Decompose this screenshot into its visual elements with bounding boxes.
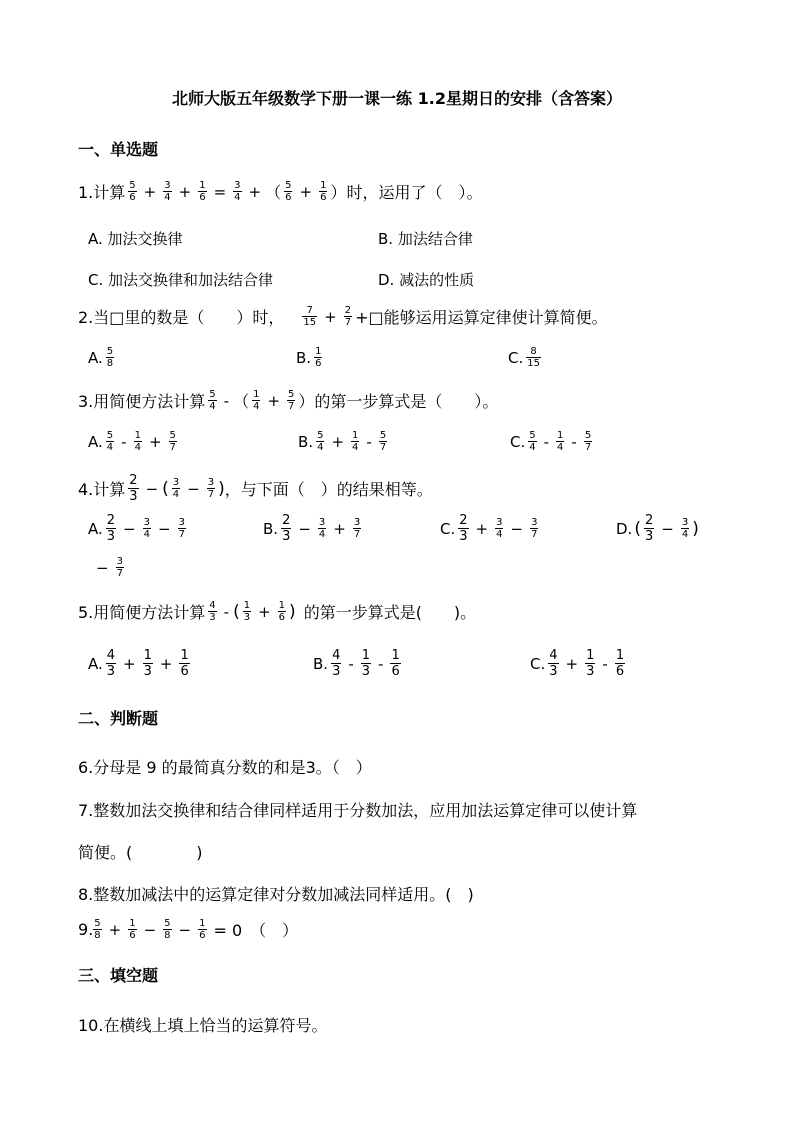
page-title: 北师大版五年级数学下册一课一练 1.2星期日的安排（含答案） [172, 89, 622, 108]
q5-option-a[interactable]: A. $\frac{4}{3}$ + $\frac{1}{3}$ + $\frac{1}{6}$ [88, 648, 189, 679]
question-3: 3.用简便方法计算 $\frac{5}{4}$ - （ $\frac{1}{4}$ + $\frac{5}{7}$ ）的第一步算式是（ ）。 [78, 389, 499, 412]
q1-option-c[interactable]: C. 加法交换律和加法结合律 [88, 271, 274, 289]
question-7-continued: 简便。( ) [78, 843, 203, 862]
q1-option-a[interactable]: A. 加法交换律 [88, 230, 183, 248]
question-7: 7.整数加法交换律和结合律同样适用于分数加法，应用加法运算定律可以使计算 [78, 801, 638, 820]
q5-option-c[interactable]: C. $\frac{4}{3}$ + $\frac{1}{3}$ - $\frac{1}{6}$ [530, 648, 625, 679]
question-1: 1.计算 $\frac{5}{6}$ + $\frac{3}{4}$ + $\frac{1}{6}$ = $\frac{3}{4}$ + （ $\frac{5}{6}$ + $\frac{1}{6}$ ）时，运用了（ ）。 [78, 180, 483, 203]
q1-option-b[interactable]: B. 加法结合律 [378, 230, 473, 248]
q1-option-d[interactable]: D. 减法的性质 [378, 271, 475, 289]
q4-option-a[interactable]: A. $\frac{2}{3}$ − $\frac{3}{4}$ − $\frac{3}{7}$ [88, 513, 185, 544]
section-heading-fill-in: 三、填空题 [78, 966, 159, 985]
section-heading-choice: 一、单选题 [78, 140, 159, 159]
question-8: 8.整数加减法中的运算定律对分数加减法同样适用。( ) [78, 885, 474, 904]
q2-option-a[interactable]: A. $\frac{5}{8}$ [88, 346, 114, 369]
q3-option-c[interactable]: C. $\frac{5}{4}$ - $\frac{1}{4}$ - $\frac{5}{7}$ [510, 430, 592, 453]
q2-option-c[interactable]: C. $\frac{8}{15}$ [508, 346, 540, 369]
question-4: 4.计算 $\frac{2}{3}$ − ( $\frac{3}{4}$ − $\frac{3}{7}$ ) ，与下面（ ）的结果相等。 [78, 473, 433, 504]
q5-option-b[interactable]: B. $\frac{4}{3}$ - $\frac{1}{3}$ - $\frac{1}{6}$ [313, 648, 400, 679]
section-heading-judgement: 二、判断题 [78, 709, 159, 728]
question-10: 10.在横线上填上恰当的运算符号。 [78, 1016, 328, 1035]
question-9: 9. $\frac{5}{8}$ + $\frac{1}{6}$ − $\frac{5}{8}$ − $\frac{1}{6}$ = 0 （ ） [78, 918, 299, 941]
q4-option-c[interactable]: C. $\frac{2}{3}$ + $\frac{3}{4}$ − $\frac{3}{7}$ [440, 513, 538, 544]
q2-option-b[interactable]: B. $\frac{1}{6}$ [296, 346, 322, 369]
question-2: 2.当□里的数是（ ）时， $\frac{7}{15}$ + $\frac{2}{7}$ +□能够运用运算定律使计算简便。 [78, 305, 608, 328]
q3-option-b[interactable]: B. $\frac{5}{4}$ + $\frac{1}{4}$ - $\frac{5}{7}$ [298, 430, 387, 453]
question-5: 5.用简便方法计算 $\frac{4}{3}$ - ( $\frac{1}{3}$ + $\frac{1}{6}$ ) 的第一步算式是( )。 [78, 600, 477, 623]
q4-option-b[interactable]: B. $\frac{2}{3}$ − $\frac{3}{4}$ + $\frac{3}{7}$ [263, 513, 361, 544]
q4-option-d-continued: − $\frac{3}{7}$ [96, 556, 123, 579]
q4-option-d[interactable]: D. ( $\frac{2}{3}$ − $\frac{3}{4}$ ) [616, 513, 699, 544]
q3-option-a[interactable]: A. $\frac{5}{4}$ - $\frac{1}{4}$ + $\frac{5}{7}$ [88, 430, 176, 453]
question-6: 6.分母是 9 的最简真分数的和是3。（ ） [78, 758, 372, 777]
